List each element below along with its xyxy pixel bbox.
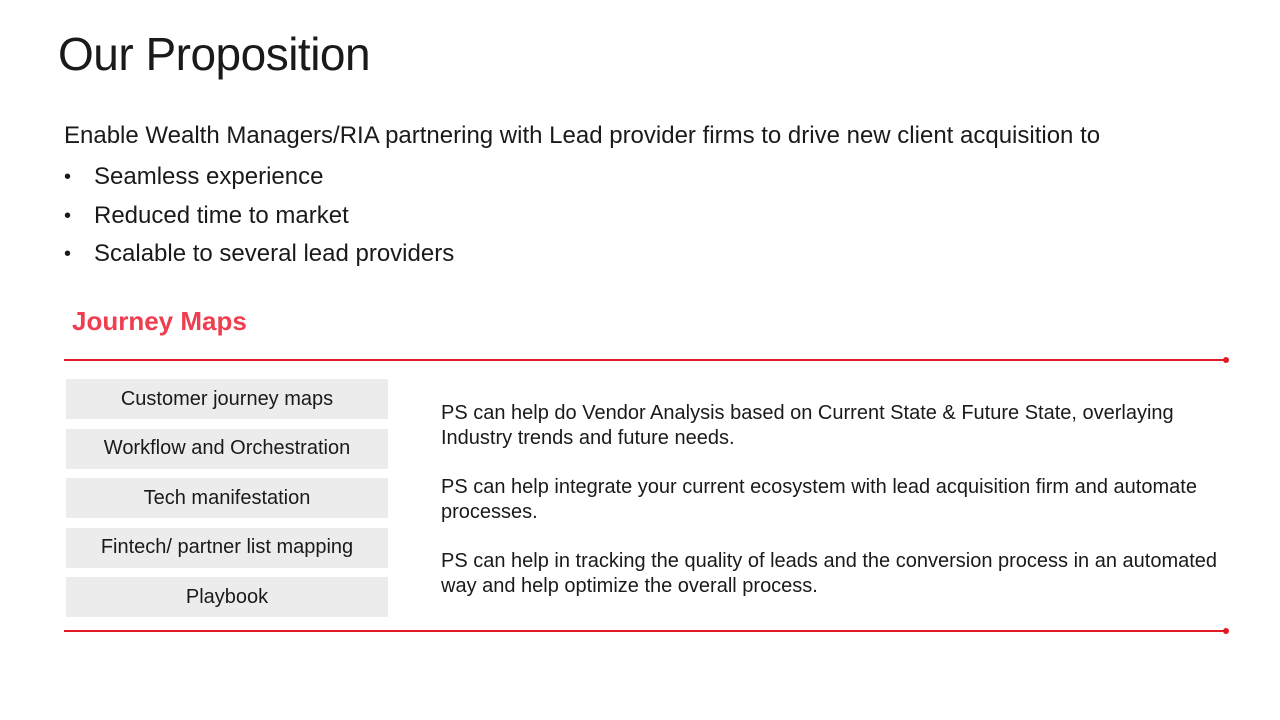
description-paragraph: PS can help in tracking the quality of leads and the conversion process in an automated way and help optimize the overall process. [441, 550, 1218, 597]
benefit-item [64, 237, 454, 276]
bullet-icon: • [64, 204, 72, 227]
journey-map-item: Workflow and Orchestration [66, 429, 388, 469]
description-list [441, 401, 1231, 623]
journey-map-item: Fintech/ partner list mapping [66, 528, 388, 568]
bottom-divider [64, 630, 1226, 632]
section-title: Journey Maps [72, 306, 247, 336]
benefit-item [64, 160, 454, 199]
benefit-text: Scalable to several lead providers [94, 240, 455, 267]
description-paragraph: PS can help do Vendor Analysis based on Current State & Future State, overlaying Industry trends and future needs. [441, 402, 1174, 449]
slide-title: Our Proposition [58, 28, 371, 80]
bullet-icon: • [64, 243, 72, 265]
benefit-item [64, 199, 454, 238]
benefit-text: Seamless experience [94, 163, 324, 190]
journey-map-item: Playbook [66, 577, 388, 617]
description-paragraph: PS can help integrate your current ecosystem with lead acquisition firm and automate processes. [441, 476, 1197, 523]
journey-map-item: Customer journey maps [66, 379, 388, 419]
journey-map-item: Tech manifestation [66, 478, 388, 518]
journey-map-list [66, 379, 388, 627]
bullet-icon: • [64, 166, 72, 188]
benefit-text: Reduced time to market [94, 201, 349, 229]
intro-text: Enable Wealth Managers/RIA partnering with Lead provider firms to drive new client acquisition to [64, 122, 1101, 149]
benefit-list [64, 160, 454, 276]
top-divider [64, 359, 1226, 361]
